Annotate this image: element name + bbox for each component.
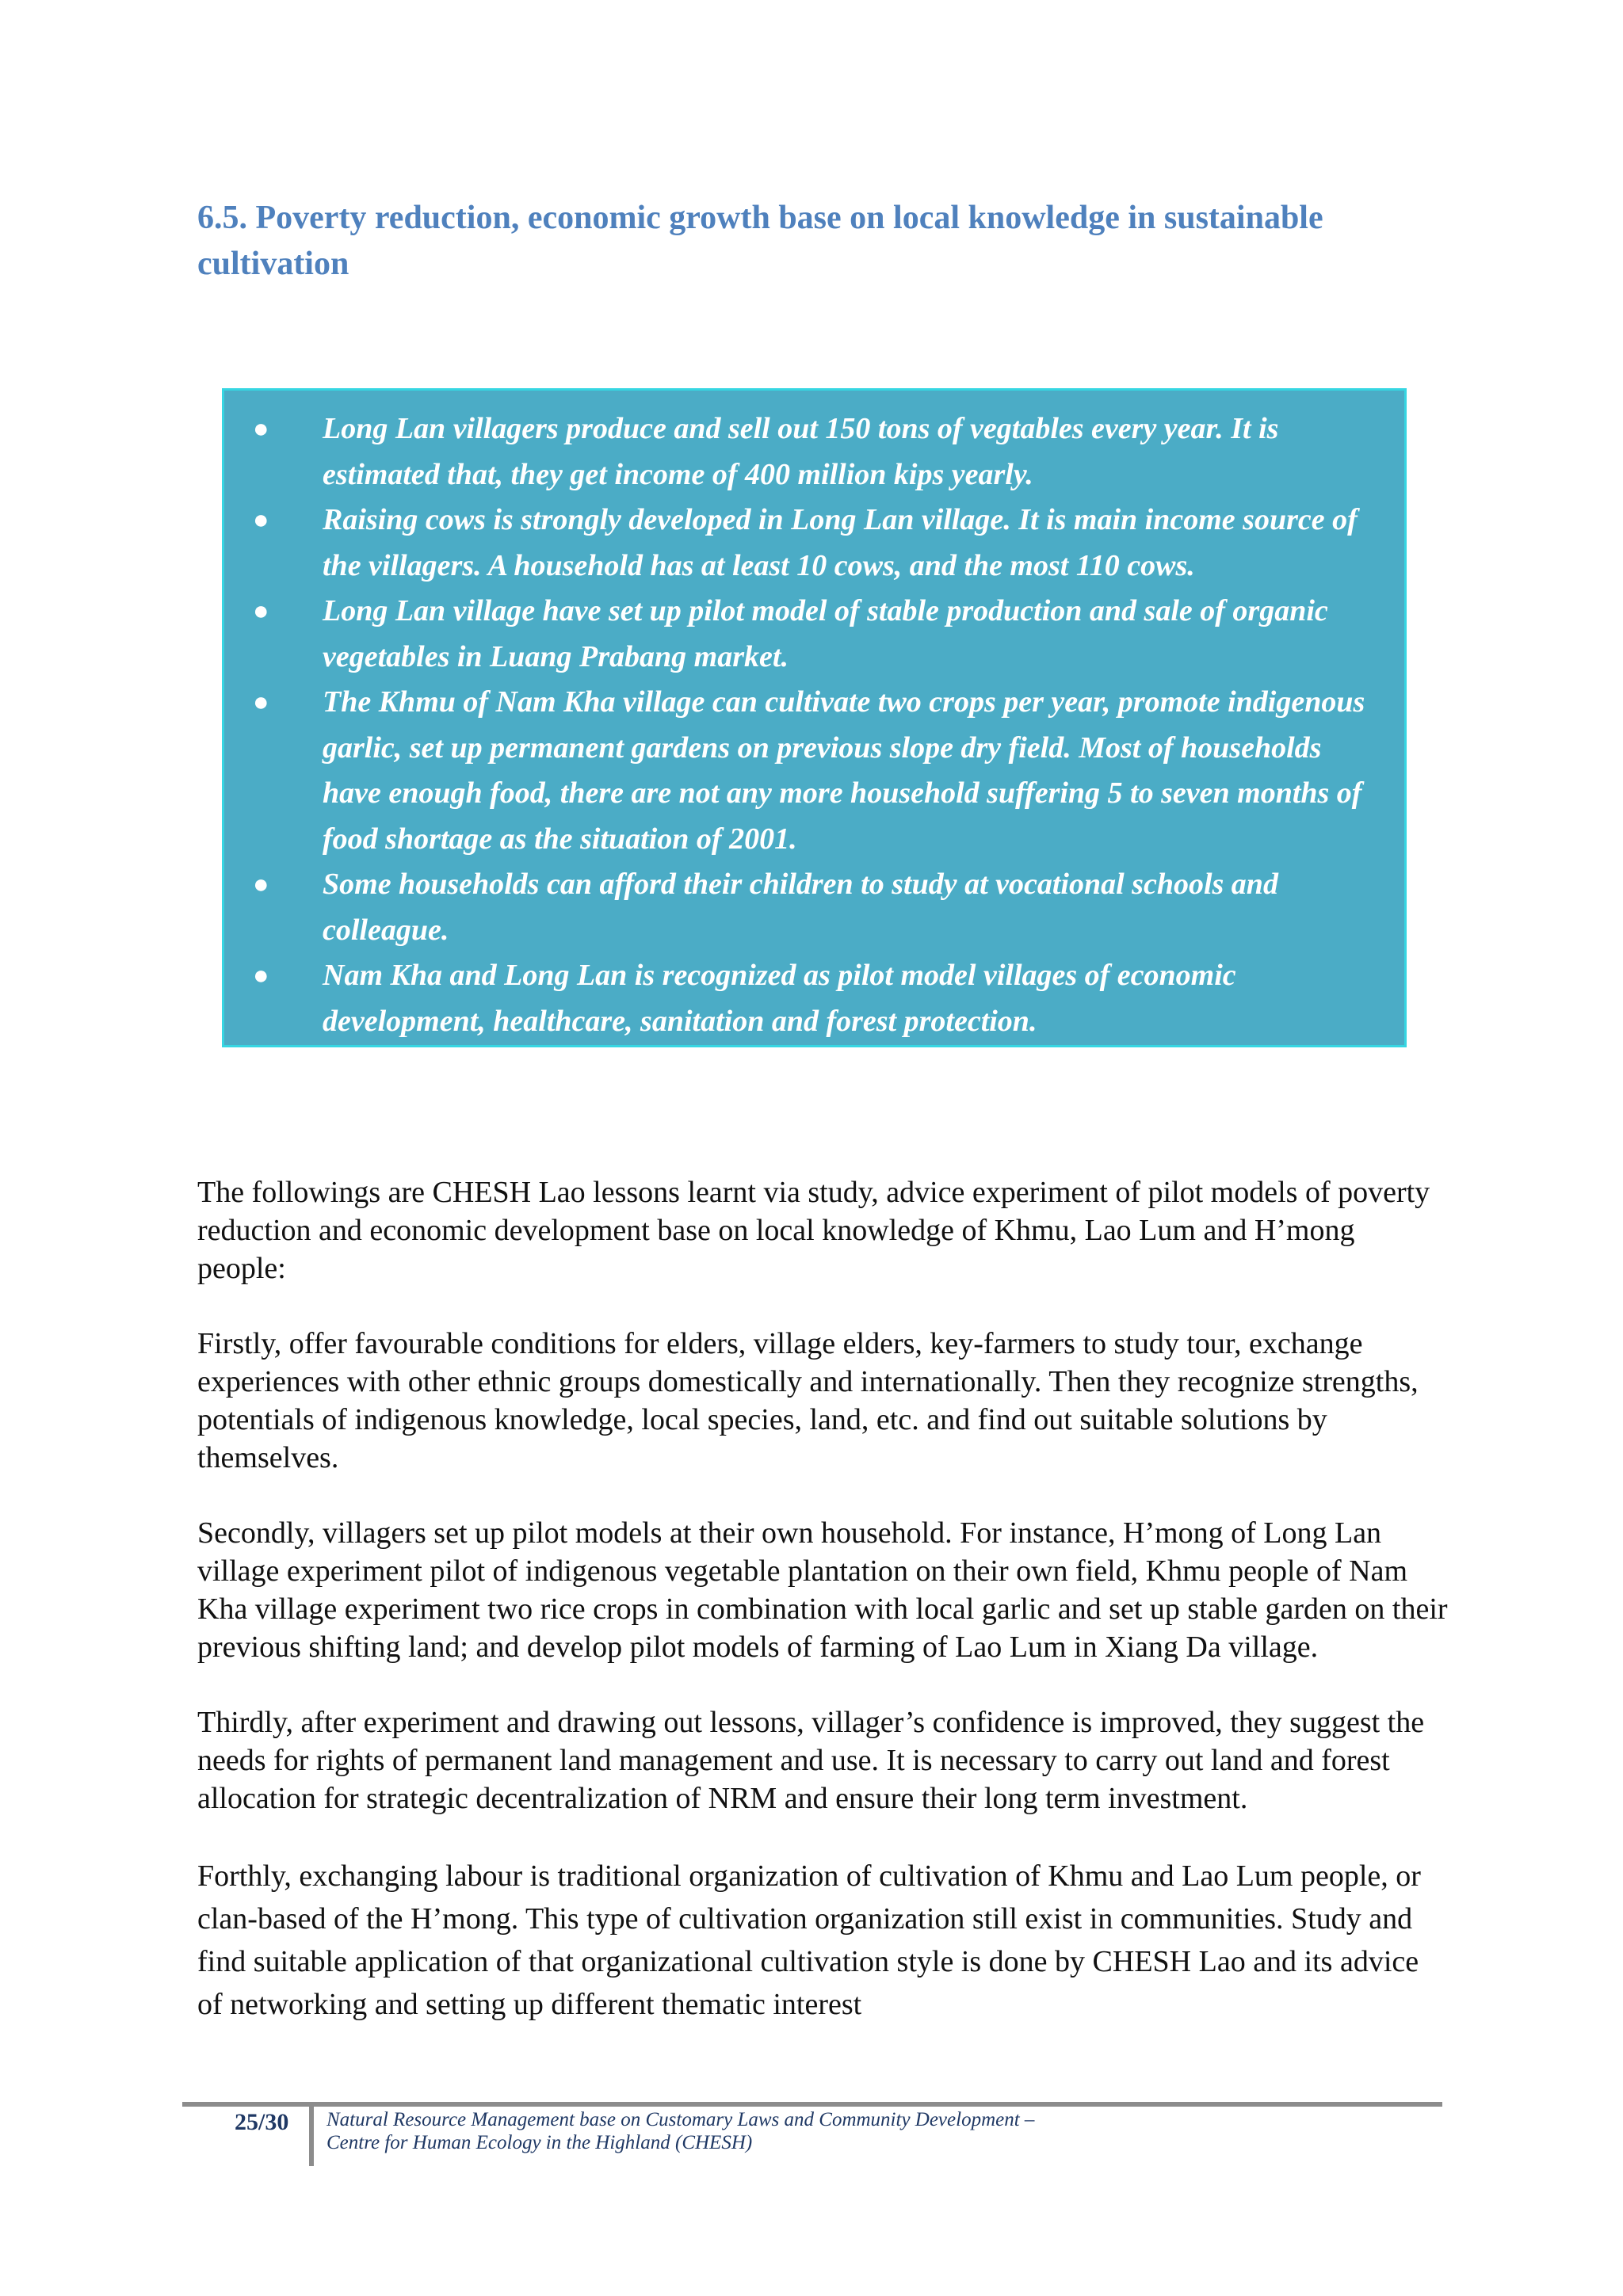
intro-paragraph: The followings are CHESH Lao lessons learnt via study, advice experiment of pilot models of poverty reduction and economic development base on local knowledge of Khmu, Lao Lum and H’mong people: [197, 1176, 1430, 1285]
highlight-text: Long Lan village have set up pilot model of stable production and sale of organic vegetables in Luang Prabang market. [323, 594, 1328, 673]
highlight-list [248, 406, 1381, 1044]
highlight-box [222, 388, 1407, 1047]
highlight-item [248, 862, 1381, 953]
bullet-icon: ● [253, 414, 269, 444]
page-number: 25/30 [235, 2109, 289, 2135]
highlight-text: Some households can afford their children to study at vocational schools and colleague. [323, 868, 1278, 947]
highlight-text: Long Lan villagers produce and sell out 150 tons of vegtables every year. It is estimated that, they get income of 400 million kips yearly. [323, 412, 1279, 491]
footer-rule [182, 2102, 1442, 2107]
bullet-icon: ● [253, 870, 269, 899]
bullet-icon: ● [253, 961, 269, 990]
footer-text [327, 2108, 1198, 2154]
bullet-icon: ● [253, 688, 269, 717]
section-heading: 6.5. Poverty reduction, economic growth base on local knowledge in sustainable cultivation [197, 200, 1323, 282]
bullet-icon: ● [253, 505, 269, 535]
first-lesson-paragraph: Firstly, offer favourable conditions for elders, village elders, key-farmers to study tour, exchange experiences with other ethnic groups domestically and internationally. Then they recognize strengths, potentials of indigenous knowledge, local species, land, etc. and find out suitable solutions by themselves. [197, 1327, 1419, 1474]
third-lesson-paragraph: Thirdly, after experiment and drawing out lessons, villager’s confidence is improved, they suggest the needs for rights of permanent land management and use. It is necessary to carry out land and forest allocation for strategic decentralization of NRM and ensure their long term investment. [197, 1706, 1425, 1815]
highlight-text: The Khmu of Nam Kha village can cultivate two crops per year, promote indigenous garlic, set up permanent gardens on previous slope dry field. Most of households have enough food, there are not any more household suffering 5 to seven months of food shortage as the situation of 2001. [323, 685, 1365, 856]
highlight-text: Raising cows is strongly developed in Long Lan village. It is main income source of the villagers. A household has at least 10 cows, and the most 110 cows. [323, 503, 1358, 582]
body-text [197, 1173, 1449, 2063]
highlight-item [248, 589, 1381, 680]
bullet-icon: ● [253, 597, 269, 626]
footer-divider [309, 2107, 314, 2166]
second-lesson-paragraph: Secondly, villagers set up pilot models at their own household. For instance, H’mong of Long Lan village experiment pilot of indigenous vegetable plantation on their own field, Khmu people of Nam Kha village experiment two rice crops in combination with local garlic and set up stable garden on their previous shifting land; and develop pilot models of farming of Lao Lum in Xiang Da village. [197, 1516, 1448, 1664]
fourth-lesson-paragraph: Forthly, exchanging labour is traditional organization of cultivation of Khmu and Lao Lum people, or clan-based of the H’mong. This type of cultivation organization still exist in communities. Study and find suitable application of that organizational cultivation style is done by CHESH Lao and its advice of networking and setting up different thematic interest [197, 1859, 1421, 2021]
highlight-text: Nam Kha and Long Lan is recognized as pilot model villages of economic development, healthcare, sanitation and forest protection. [323, 959, 1236, 1038]
highlight-item [248, 498, 1381, 589]
footer-line-2: Centre for Human Ecology in the Highland (CHESH) [327, 2132, 753, 2153]
footer-line-1: Natural Resource Management base on Customary Laws and Community Development – [327, 2109, 1035, 2130]
highlight-item [248, 406, 1381, 498]
highlight-item [248, 680, 1381, 862]
highlight-item [248, 953, 1381, 1044]
